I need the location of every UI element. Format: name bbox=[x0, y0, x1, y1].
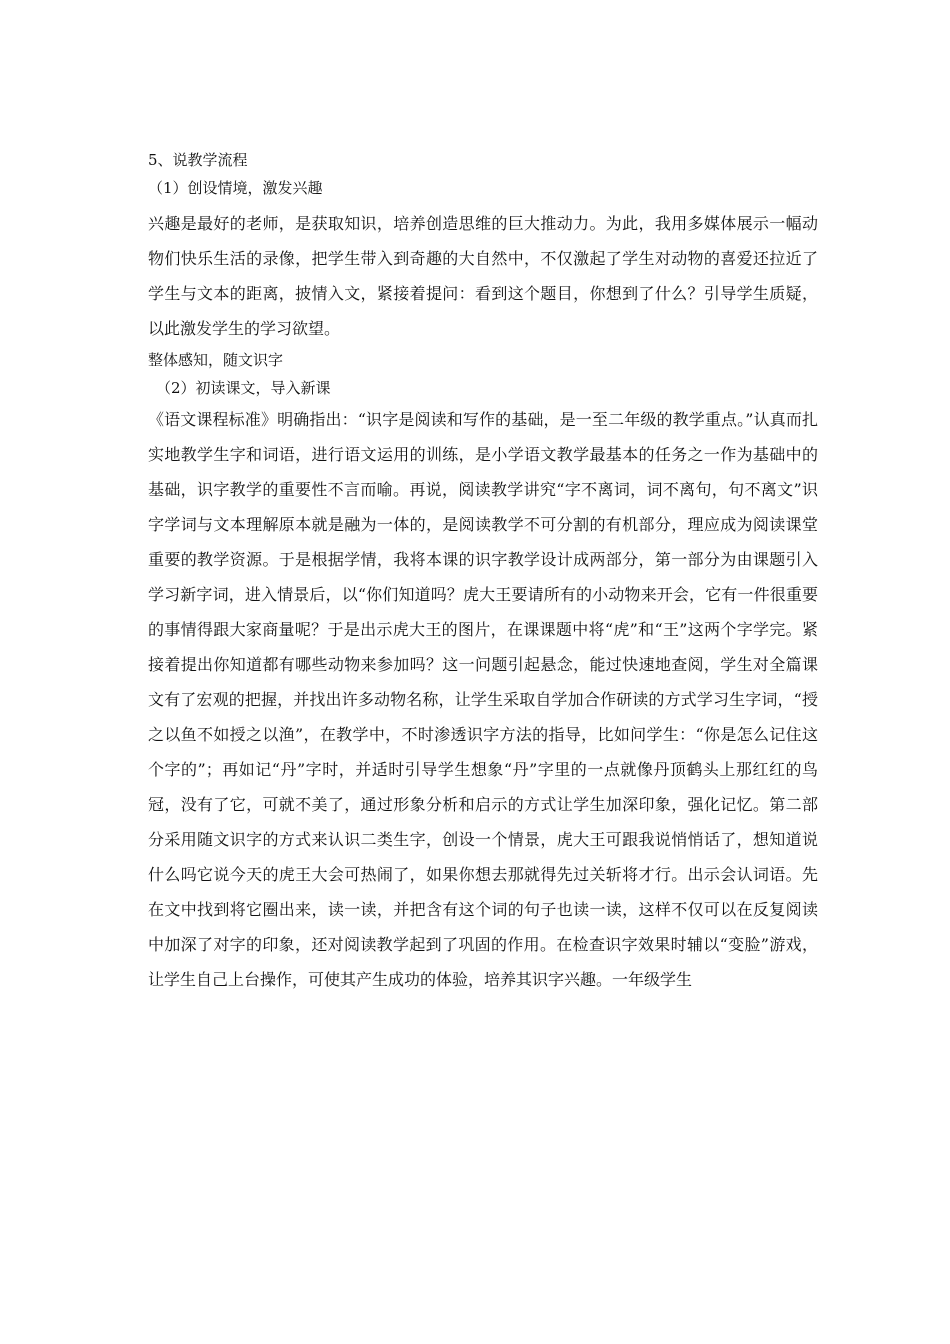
part-title: 整体感知，随文识字 bbox=[148, 351, 284, 369]
section-title: 5、说教学流程 bbox=[148, 151, 248, 169]
step2-title: （2）初读课文，导入新课 bbox=[156, 379, 331, 397]
document-body bbox=[148, 146, 818, 997]
step1-paragraph: 兴趣是最好的老师，是获取知识，培养创造思维的巨大推动力。为此，我用多媒体展示一幅动物们快乐生活的录像，把学生带入到奇趣的大自然中，不仅激起了学生对动物的喜爱还拉近了学生与文本的距离，披情入文，紧接着提问：看到这个题目，你想到了什么？引导学生质疑，以此激发学生的学习欲望。 bbox=[148, 214, 818, 338]
step2-paragraph: 《语文课程标准》明确指出：“识字是阅读和写作的基础，是一至二年级的教学重点。”认真而扎实地教学生字和词语，进行语文运用的训练，是小学语文教学最基本的任务之一作为基础中的基础，识字教学的重要性不言而喻。再说，阅读教学讲究“字不离词，词不离句，句不离文”识字学词与文本理解原本就是融为一体的，是阅读教学不可分割的有机部分，理应成为阅读课堂重要的教学资源。于是根据学情，我将本课的识字教学设计成两部分，第一部分为由课题引入学习新字词，进入情景后，以“你们知道吗？虎大王要请所有的小动物来开会，它有一件很重要的事情得跟大家商量呢？于是出示虎大王的图片，在课课题中将“虎”和“王”这两个字学完。紧接着提出你知道都有哪些动物来参加吗？这一问题引起悬念，能过快速地查阅，学生对全篇课文有了宏观的把握，并找出许多动物名称，让学生采取自学加合作研读的方式学习生字词，“授之以鱼不如授之以渔”，在教学中，不时渗透识字方法的指导，比如问学生：“你是怎么记住这个字的”；再如记“丹”字时，并适时引导学生想象“丹”字里的一点就像丹顶鹤头上那红红的鸟冠，没有了它，可就不美了，通过形象分析和启示的方式让学生加深印象，强化记忆。第二部分采用随文识字的方式来认识二类生字，创设一个情景，虎大王可跟我说悄悄话了，想知道说什么吗它说今天的虎王大会可热闹了，如果你想去那就得先过关斩将才行。出示会认词语。先在文中找到将它圈出来，读一读，并把含有这个词的句子也读一读，这样不仅可以在反复阅读中加深了对字的印象，还对阅读教学起到了巩固的作用。在检查识字效果时辅以“变脸”游戏，让学生自己上台操作，可使其产生成功的体验，培养其识字兴趣。一年级学生 bbox=[148, 410, 818, 989]
step1-title: （1）创设情境，激发兴趣 bbox=[148, 179, 323, 197]
